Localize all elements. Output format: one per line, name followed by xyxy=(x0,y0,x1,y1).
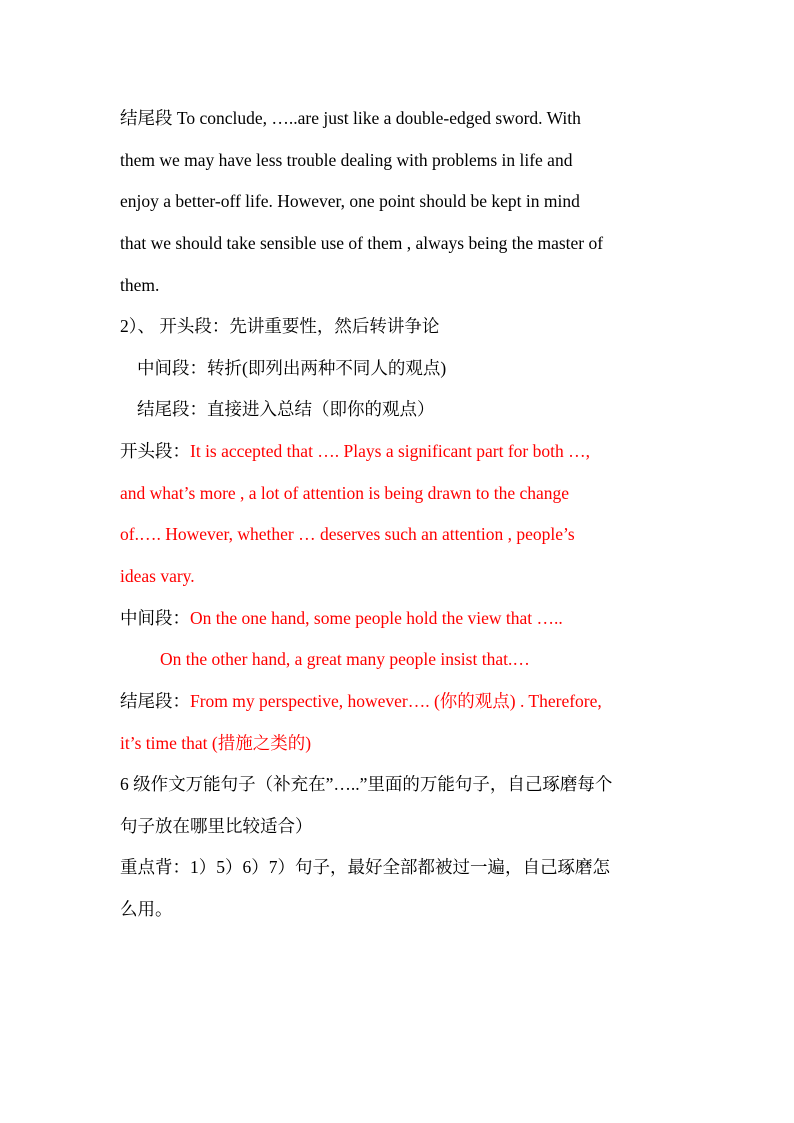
sentences-note-1: 6 级作文万能句子（补充在”…..”里面的万能句子，自己琢磨每个 xyxy=(120,774,613,794)
memorize-note-1: 重点背：1）5）6）7）句子，最好全部都被过一遍，自己琢磨怎 xyxy=(120,857,610,877)
opening-line-2: and what’s more , a lot of attention is being drawn to the change xyxy=(120,483,570,503)
conclusion-line-3: enjoy a better-off life. However, one point should be kept in mind xyxy=(120,191,580,211)
template-text: From my perspective, however…. (你的观点) . Therefore, xyxy=(190,691,602,711)
structure-ending: 结尾段：直接进入总结（即你的观点） xyxy=(137,399,435,419)
paragraph-label: 结尾段 xyxy=(120,108,173,128)
conclusion-line-1 xyxy=(120,106,581,130)
paragraph-label: 开头段： xyxy=(120,441,190,461)
structure-middle: 中间段：转折(即列出两种不同人的观点) xyxy=(137,358,447,378)
ending-line-1 xyxy=(120,689,602,713)
middle-line-1 xyxy=(120,606,563,630)
line-text: To conclude, …..are just like a double-edged sword. With xyxy=(176,108,581,128)
conclusion-line-4: that we should take sensible use of them , always being the master of xyxy=(120,233,604,253)
opening-line-3: of.…. However, whether … deserves such an attention , people’s xyxy=(120,524,575,544)
paragraph-label: 中间段： xyxy=(120,608,190,628)
structure-heading: 2）、 开头段：先讲重要性，然后转讲争论 xyxy=(120,316,440,336)
ending-line-2: it’s time that (措施之类的) xyxy=(120,733,312,753)
memorize-note-2: 么用。 xyxy=(120,899,173,919)
opening-line-1 xyxy=(120,439,590,463)
conclusion-line-5: them. xyxy=(120,275,160,295)
middle-line-2: On the other hand, a great many people insist that.… xyxy=(160,649,530,669)
template-text: It is accepted that …. Plays a significant part for both …, xyxy=(190,441,590,461)
conclusion-line-2: them we may have less trouble dealing with problems in life and xyxy=(120,150,573,170)
sentences-note-2: 句子放在哪里比较适合） xyxy=(120,816,313,836)
paragraph-label: 结尾段： xyxy=(120,691,190,711)
template-text: On the one hand, some people hold the view that ….. xyxy=(190,608,563,628)
opening-line-4: ideas vary. xyxy=(120,566,195,586)
